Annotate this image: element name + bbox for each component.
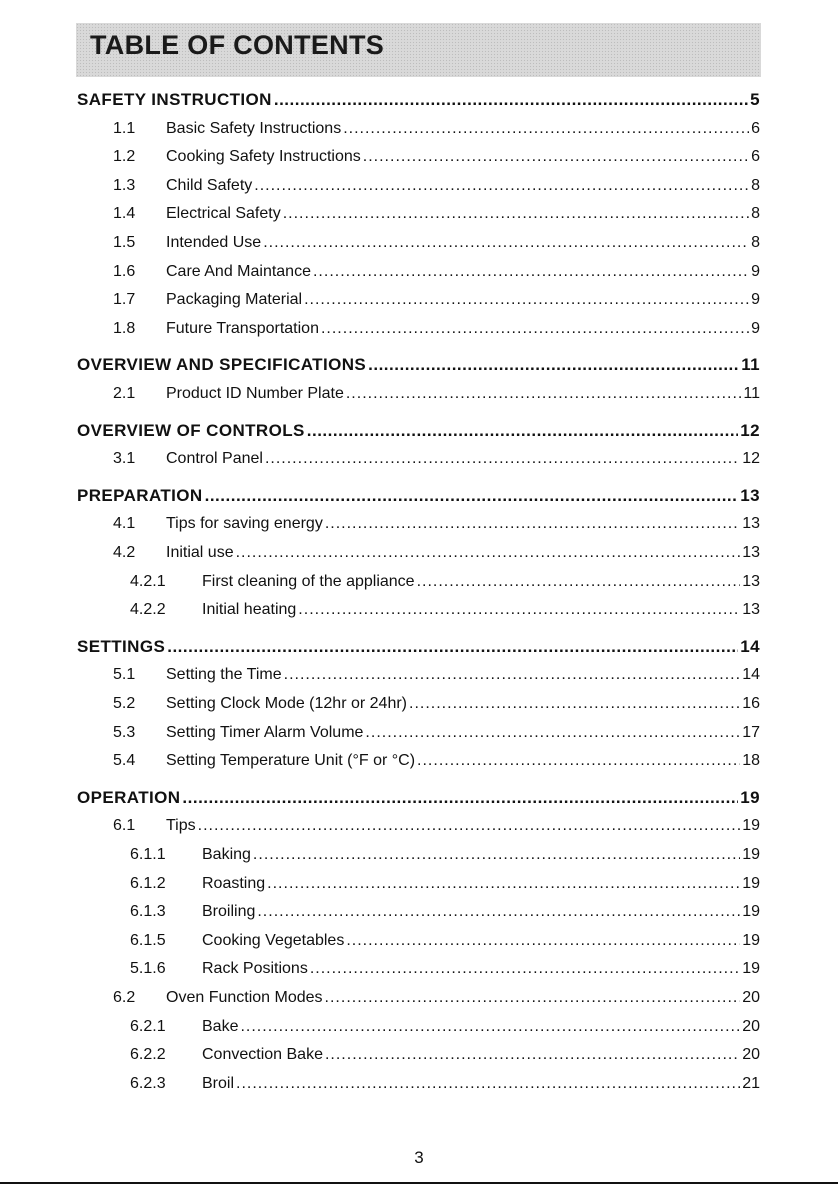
toc-dot-leader bbox=[254, 176, 749, 196]
toc-section-heading bbox=[77, 421, 760, 441]
toc-entry bbox=[113, 816, 760, 836]
bottom-rule bbox=[0, 1182, 838, 1184]
toc-entry bbox=[113, 204, 760, 224]
toc-entry-label: Packaging Material bbox=[166, 291, 303, 309]
toc-entry-label: Basic Safety Instructions bbox=[166, 119, 342, 137]
toc-dot-leader bbox=[298, 600, 740, 620]
toc-entry bbox=[113, 319, 760, 339]
toc-entry bbox=[130, 572, 760, 592]
toc-page-number: 20 bbox=[742, 989, 760, 1006]
toc-entry-label: OPERATION bbox=[77, 787, 181, 807]
toc-entry-label: Setting the Time bbox=[166, 666, 282, 684]
toc-entry bbox=[130, 931, 760, 951]
toc-entry-label: Cooking Vegetables bbox=[202, 931, 345, 949]
toc-entry bbox=[113, 665, 760, 685]
toc-page-number: 9 bbox=[751, 319, 760, 337]
toc-entry bbox=[113, 262, 760, 282]
toc-entry bbox=[113, 233, 760, 253]
toc-entry-label: SETTINGS bbox=[77, 636, 166, 656]
toc-entry bbox=[113, 147, 760, 167]
toc-page-number: 20 bbox=[742, 1046, 760, 1064]
toc-dot-leader bbox=[283, 204, 749, 224]
toc-page-number: 19 bbox=[742, 960, 760, 978]
toc-entry-number: 1.3 bbox=[113, 176, 136, 194]
toc-dot-leader bbox=[240, 1017, 740, 1037]
toc-dot-leader bbox=[274, 90, 748, 110]
toc-entry-label: Rack Positions bbox=[202, 960, 308, 978]
toc-page-number: 21 bbox=[742, 1074, 760, 1092]
toc-entry bbox=[113, 384, 760, 404]
toc-page-number: 19 bbox=[742, 903, 760, 921]
toc-entry-number: 5.4 bbox=[113, 752, 136, 770]
toc-entry-label: Tips for saving energy bbox=[166, 515, 323, 533]
page-title: TABLE OF CONTENTS bbox=[90, 30, 385, 60]
toc-page-number: 9 bbox=[751, 262, 760, 280]
toc-entry-label: PREPARATION bbox=[77, 485, 203, 505]
toc-entry-label: Setting Clock Mode (12hr or 24hr) bbox=[166, 695, 407, 712]
toc-entry-label: Cooking Safety Instructions bbox=[166, 148, 361, 166]
toc-page-number: 18 bbox=[742, 752, 760, 770]
toc-entry-number: 1.6 bbox=[113, 262, 136, 280]
toc-entry bbox=[113, 751, 760, 771]
toc-page-number: 13 bbox=[742, 515, 760, 533]
toc-dot-leader bbox=[368, 355, 739, 375]
toc-entry-number: 1.1 bbox=[113, 119, 136, 137]
toc-page-number: 5 bbox=[750, 90, 760, 109]
toc-entry-number: 1.7 bbox=[113, 291, 136, 309]
toc-dot-leader bbox=[236, 543, 741, 563]
toc-page-number: 6 bbox=[751, 148, 760, 166]
toc-entry-number: 6.1.1 bbox=[130, 846, 166, 863]
toc-entry-number: 5.2 bbox=[113, 695, 136, 712]
toc-section-heading bbox=[77, 637, 760, 657]
toc-page-number: 11 bbox=[743, 385, 760, 402]
toc-entry-number: 5.1 bbox=[113, 666, 136, 684]
toc-entry-number: 1.4 bbox=[113, 205, 136, 223]
toc-dot-leader bbox=[325, 988, 741, 1008]
toc-dot-leader bbox=[346, 931, 740, 951]
toc-dot-leader bbox=[267, 874, 740, 894]
toc-dot-leader bbox=[313, 262, 749, 282]
toc-entry-label: Roasting bbox=[202, 874, 266, 892]
toc-section-heading bbox=[77, 355, 760, 375]
toc-entry bbox=[130, 845, 760, 865]
toc-entry-label: Broiling bbox=[202, 903, 256, 921]
toc-page-number: 19 bbox=[742, 874, 760, 892]
toc-dot-leader bbox=[409, 694, 740, 714]
toc-entry-label: Control Panel bbox=[166, 450, 263, 468]
toc-entry-number: 4.2 bbox=[113, 544, 136, 561]
toc-entry-number: 4.2.2 bbox=[130, 601, 166, 619]
toc-dot-leader bbox=[167, 637, 738, 657]
toc-page-number: 13 bbox=[742, 601, 760, 619]
toc-page-number: 8 bbox=[751, 205, 760, 223]
toc-page-number: 19 bbox=[742, 931, 760, 949]
toc-entry-number: 6.1.5 bbox=[130, 931, 166, 949]
toc-entry bbox=[130, 600, 760, 620]
toc-entry-label: First cleaning of the appliance bbox=[202, 572, 415, 590]
toc-entry-number: 5.3 bbox=[113, 723, 136, 741]
toc-entry-number: 6.1 bbox=[113, 817, 136, 835]
toc-dot-leader bbox=[321, 319, 749, 339]
toc-entry-number: 6.2.1 bbox=[130, 1017, 166, 1035]
toc-entry-label: Initial heating bbox=[202, 601, 297, 619]
toc-entry-label: Product ID Number Plate bbox=[166, 385, 344, 402]
toc-entry-number: 6.2.2 bbox=[130, 1046, 166, 1064]
toc-entry bbox=[113, 514, 760, 534]
toc-entry-number: 6.2.3 bbox=[130, 1074, 166, 1092]
toc-page-number: 16 bbox=[742, 695, 760, 712]
toc-page-number: 12 bbox=[740, 420, 760, 440]
toc-entry-label: Future Transportation bbox=[166, 319, 319, 337]
toc-dot-leader bbox=[182, 788, 738, 808]
toc-page-number: 19 bbox=[742, 817, 760, 835]
toc-entry-label: Child Safety bbox=[166, 176, 253, 194]
toc-page-number: 8 bbox=[751, 176, 760, 194]
toc-dot-leader bbox=[257, 902, 740, 922]
toc-dot-leader bbox=[325, 514, 740, 534]
toc-page-number: 19 bbox=[740, 787, 760, 807]
toc-page-number: 12 bbox=[742, 450, 760, 468]
toc-entry bbox=[113, 723, 760, 743]
toc-page-number: 17 bbox=[742, 723, 760, 741]
toc-dot-leader bbox=[205, 486, 739, 506]
page-number: 3 bbox=[414, 1148, 424, 1167]
toc-entry-number: 4.1 bbox=[113, 515, 136, 533]
toc-entry-label: Broil bbox=[202, 1074, 235, 1092]
toc-entry-label: Care And Maintance bbox=[166, 262, 311, 280]
toc-page-number: 6 bbox=[751, 119, 760, 137]
toc-entry bbox=[113, 290, 760, 310]
toc-entry-label: Bake bbox=[202, 1017, 239, 1035]
toc-entry-number: 6.1.3 bbox=[130, 903, 166, 921]
toc-dot-leader bbox=[307, 421, 739, 441]
toc-entry-label: Convection Bake bbox=[202, 1046, 323, 1064]
toc-entry-label: OVERVIEW AND SPECIFICATIONS bbox=[77, 355, 367, 375]
toc-entry-number: 6.2 bbox=[113, 989, 136, 1006]
toc-entry-number: 2.1 bbox=[113, 385, 136, 402]
toc-entry bbox=[130, 874, 760, 894]
toc-dot-leader bbox=[365, 723, 740, 743]
toc-entry-number: 1.2 bbox=[113, 148, 136, 166]
toc-page-number: 13 bbox=[742, 544, 760, 561]
toc-entry bbox=[113, 119, 760, 139]
toc-entry-label: Tips bbox=[166, 817, 196, 835]
toc-page-number: 19 bbox=[742, 846, 760, 863]
toc-entry bbox=[130, 1017, 760, 1037]
toc-page-number: 11 bbox=[741, 355, 760, 375]
toc-page-number: 20 bbox=[742, 1017, 760, 1035]
toc-page-number: 13 bbox=[742, 572, 760, 590]
toc-entry-number: 4.2.1 bbox=[130, 572, 166, 590]
toc-dot-leader bbox=[417, 751, 740, 771]
toc-entry-label: Intended Use bbox=[166, 234, 262, 251]
toc-page-number: 14 bbox=[742, 666, 760, 684]
toc-entry bbox=[130, 1074, 760, 1094]
toc-dot-leader bbox=[263, 233, 749, 253]
toc-dot-leader bbox=[253, 845, 740, 865]
toc-dot-leader bbox=[363, 147, 749, 167]
toc-entry bbox=[113, 449, 760, 469]
toc-dot-leader bbox=[325, 1045, 740, 1065]
toc-entry bbox=[130, 959, 760, 979]
toc-dot-leader bbox=[346, 384, 742, 404]
toc-dot-leader bbox=[265, 449, 740, 469]
toc-section-heading bbox=[77, 486, 760, 506]
toc-entry-number: 1.8 bbox=[113, 319, 136, 337]
toc-entry bbox=[113, 543, 760, 563]
toc-dot-leader bbox=[284, 665, 741, 685]
toc-dot-leader bbox=[304, 290, 749, 310]
title-banner bbox=[76, 23, 761, 77]
toc-entry bbox=[113, 694, 760, 714]
toc-entry-label: OVERVIEW OF CONTROLS bbox=[77, 420, 305, 440]
toc-entry-label: Baking bbox=[202, 846, 251, 863]
toc-entry-number: 5.1.6 bbox=[130, 960, 166, 978]
toc-entry bbox=[130, 1045, 760, 1065]
toc-dot-leader bbox=[417, 572, 741, 592]
toc-dot-leader bbox=[343, 119, 749, 139]
toc-dot-leader bbox=[310, 959, 740, 979]
toc-entry-label: Oven Function Modes bbox=[166, 989, 323, 1006]
toc-entry-label: Initial use bbox=[166, 544, 234, 561]
toc-entry-number: 1.5 bbox=[113, 234, 136, 251]
toc-dot-leader bbox=[236, 1074, 740, 1094]
toc-entry-label: SAFETY INSTRUCTION bbox=[77, 90, 272, 109]
toc-page-number: 13 bbox=[740, 485, 760, 505]
toc-entry-label: Electrical Safety bbox=[166, 205, 281, 223]
toc-entry bbox=[113, 176, 760, 196]
toc-dot-leader bbox=[198, 816, 741, 836]
toc-page-number: 9 bbox=[751, 291, 760, 309]
toc-entry bbox=[130, 902, 760, 922]
toc-entry-label: Setting Temperature Unit (°F or °C) bbox=[166, 752, 416, 770]
toc-section-heading bbox=[77, 90, 760, 110]
toc-entry-number: 6.1.2 bbox=[130, 874, 166, 892]
toc-entry-label: Setting Timer Alarm Volume bbox=[166, 723, 364, 741]
toc-section-heading bbox=[77, 788, 760, 808]
toc-entry-number: 3.1 bbox=[113, 450, 136, 468]
toc-page-number: 14 bbox=[740, 636, 760, 656]
toc-page-number: 8 bbox=[751, 234, 760, 251]
toc-entry bbox=[113, 988, 760, 1008]
